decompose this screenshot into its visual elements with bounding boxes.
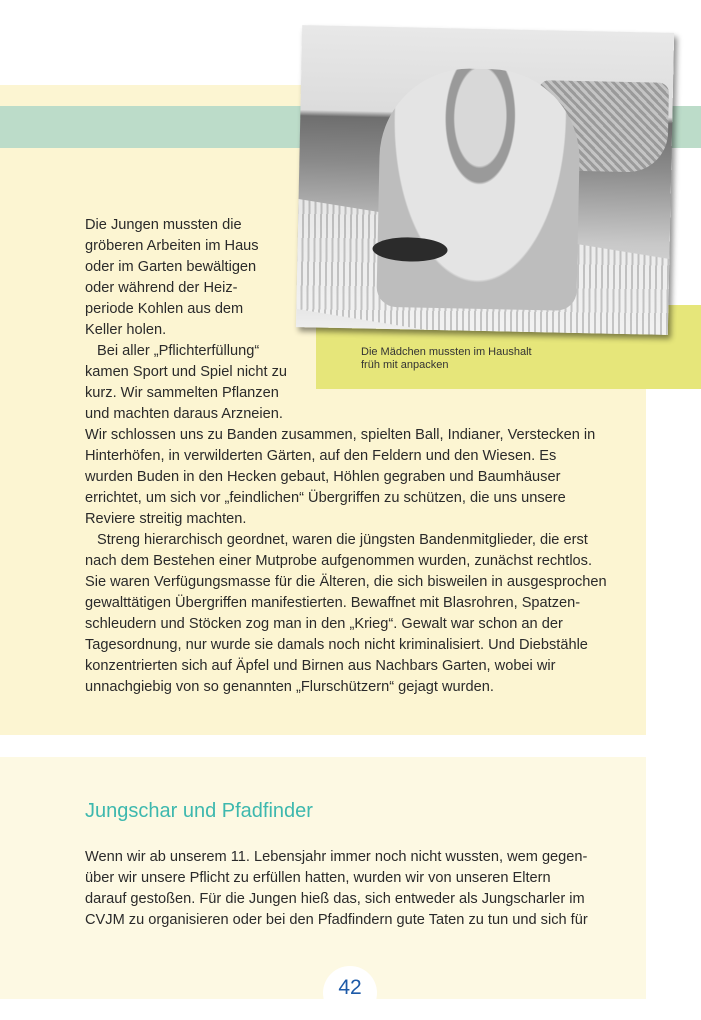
text-line: kamen Sport und Spiel nicht zu [85,364,287,380]
text-line: gewalttätigen Übergriffen manifestierten. Bewaffnet mit Blasrohren, Spatzen- [85,595,581,611]
text-line: Sie waren Verfügungsmasse für die Älteren, die sich bisweilen in ausgesprochen [85,574,607,590]
text-line: Bei aller „Pflichterfüllung“ [97,343,260,359]
text-line: Reviere streitig machten. [85,511,247,527]
page-number: 42 [323,966,377,1020]
text-line: nach dem Bestehen einer Mutprobe aufgenommen wurden, zunächst rechtlos. [85,553,593,569]
text-line: oder während der Heiz- [85,280,238,296]
text-line: Keller holen. [85,322,167,338]
text-line: periode Kohlen aus dem [85,301,244,317]
text-line: Tagesordnung, nur wurde sie damals noch nicht kriminalisiert. Und Diebstähle [85,637,588,653]
text-line: oder im Garten bewältigen [85,259,257,275]
page-bottom-margin [0,999,701,1020]
section-heading: Jungschar und Pfadfinder [85,800,313,822]
text-line: über wir unsere Pflicht zu erfüllen hatten, wurden wir von unseren Eltern [85,870,551,886]
text-line: gröberen Arbeiten im Haus [85,238,259,254]
text-line: darauf gestoßen. Für die Jungen hieß das, sich entweder als Jungscharler im [85,891,585,907]
text-line: schleudern und Stöcken zog man in den „Krieg“. Gewalt war schon an der [85,616,563,632]
body-text-1 [85,215,607,698]
text-line: wurden Buden in den Hecken gebaut, Höhlen gegraben und Baumhäuser [85,469,561,485]
text-line: errichtet, um sich vor „feindlichen“ Übergriffen zu schützen, die uns unsere [85,490,566,506]
text-line: Wir schlossen uns zu Banden zusammen, spielten Ball, Indianer, Verstecken in [85,427,596,443]
caption-line: Die Mädchen mussten im Haushalt [361,346,532,358]
text-line: konzentrierten sich auf Äpfel und Birnen aus Nachbars Garten, wobei wir [85,658,556,674]
text-line: Wenn wir ab unserem 11. Lebensjahr immer noch nicht wussten, wem gegen- [85,849,588,865]
text-line: und machten daraus Arzneien. [85,406,283,422]
body-text-2 [85,847,588,931]
caption-line: früh mit anpacken [361,359,449,371]
text-line: Hinterhöfen, in verwilderten Gärten, auf den Feldern und den Wiesen. Es [85,448,557,464]
text-line: Die Jungen mussten die [85,217,242,233]
text-line: CVJM zu organisieren oder bei den Pfadfindern gute Taten zu tun und sich für [85,912,588,928]
text-line: unnachgiebig von so genannten „Flurschützern“ gejagt wurden. [85,679,494,695]
text-line: kurz. Wir sammelten Pflanzen [85,385,279,401]
text-line: Streng hierarchisch geordnet, waren die jüngsten Bandenmitglieder, die erst [97,532,588,548]
